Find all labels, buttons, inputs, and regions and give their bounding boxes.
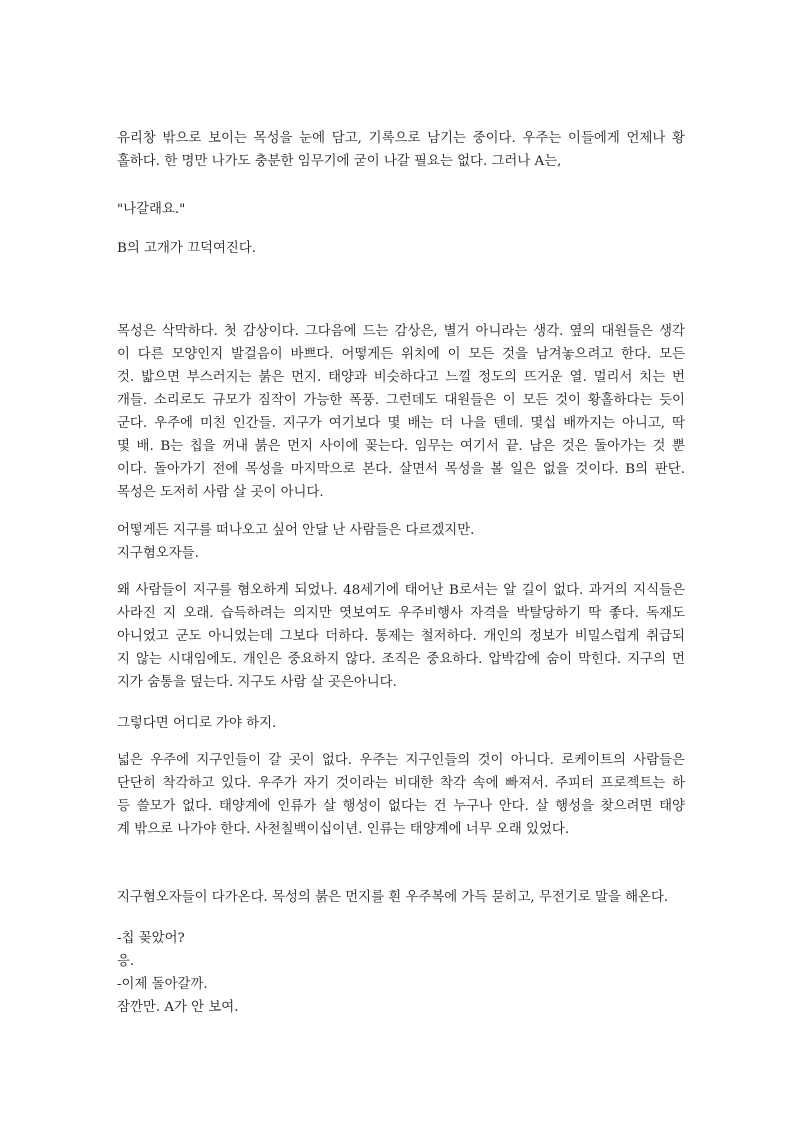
paragraph-nod xyxy=(117,237,685,260)
text-line: 군다. 우주에 미친 인간들. 지구가 여기보다 몇 배는 더 나을 텐데. 몇십 배까지는 아니고, 딱 xyxy=(117,416,685,431)
dialogue-line xyxy=(117,198,685,221)
paragraph-earth-haters xyxy=(117,519,685,565)
paragraph-approach xyxy=(117,886,685,909)
text-line: 목성은 도저히 사람 살 곳이 아니다. xyxy=(117,485,324,500)
paragraph-why-hate-earth xyxy=(117,579,685,694)
text-line: 어떻게든 지구를 떠나오고 싶어 안달 난 사람들은 다르겠지만. xyxy=(117,523,475,538)
text-line: B의 고개가 끄덕여진다. xyxy=(117,241,257,256)
text-line: 단단히 착각하고 있다. 우주가 자기 것이라는 비대한 착각 속에 빠져서. 주피터 프로젝트는 하 xyxy=(117,776,685,791)
text-line: 이다. 돌아가기 전에 목성을 마지막으로 본다. 살면서 목성을 볼 일은 없을 것이다. B의 판단. xyxy=(117,462,685,477)
text-line: 홀하다. 한 명만 나가도 충분한 임무기에 굳이 나갈 필요는 없다. 그러나 A는, xyxy=(117,154,562,169)
text-line: 지구혐오자들. xyxy=(117,546,199,561)
text-line: 것. 밟으면 부스러지는 붉은 먼지. 태양과 비슷하다고 느낄 정도의 뜨거운 열. 멀리서 치는 번 xyxy=(117,370,685,385)
text-line: 그렇다면 어디로 가야 하지. xyxy=(117,716,277,731)
text-line: -이제 돌아갈까. xyxy=(117,977,208,992)
paragraph-jupiter-impression xyxy=(117,320,685,504)
text-line: 잠깐만. A가 안 보여. xyxy=(117,1000,239,1015)
text-line: 아니었고 군도 아니었는데 그보다 더하다. 통제는 철저하다. 개인의 정보가 비밀스럽게 취급되 xyxy=(117,629,685,644)
text-line: 계 밖으로 나가야 한다. 사천칠백이십이년. 인류는 태양계에 너무 오래 있었다. xyxy=(117,822,570,837)
radio-dialogue xyxy=(117,927,685,1019)
paragraph-window-observation xyxy=(117,127,685,173)
text-line: 사라진 지 오래. 습득하려는 의지만 엿보여도 우주비행사 자격을 박탈당하기 딱 좋다. 독재도 xyxy=(117,606,685,621)
text-line: 지가 숨통을 덮는다. 지구도 사람 살 곳은아니다. xyxy=(117,675,397,690)
text-line: 넓은 우주에 지구인들이 갈 곳이 없다. 우주는 지구인들의 것이 아니다. 로케이트의 사람들은 xyxy=(117,753,685,768)
text-line: 목성은 삭막하다. 첫 감상이다. 그다음에 드는 감상은, 별거 아니라는 생각. 옆의 대원들은 생각 xyxy=(117,324,685,339)
text-line: -칩 꽂았어? xyxy=(117,931,185,946)
paragraph-where-to-go xyxy=(117,712,685,735)
text-line: 지 않는 시대임에도. 개인은 중요하지 않다. 조직은 중요하다. 압박감에 숨이 막힌다. 지구의 먼 xyxy=(117,652,685,667)
text-line: 왜 사람들이 지구를 혐오하게 되었나. 48세기에 태어난 B로서는 알 길이 없다. 과거의 지식들은 xyxy=(117,583,685,598)
text-line: 몇 배. B는 칩을 꺼내 붉은 먼지 사이에 꽂는다. 임무는 여기서 끝. 남은 것은 돌아가는 것 뿐 xyxy=(117,439,685,454)
text-line: "나갈래요." xyxy=(117,202,186,217)
text-line: 개들. 소리로도 규모가 짐작이 가능한 폭풍. 그런데도 대원들은 이 모든 것이 황홀하다는 듯이 xyxy=(117,393,685,408)
paragraph-wide-universe xyxy=(117,749,685,841)
text-line: 유리창 밖으로 보이는 목성을 눈에 담고, 기록으로 남기는 중이다. 우주는 이들에게 언제나 황 xyxy=(117,131,685,146)
text-line: 지구혐오자들이 다가온다. 목성의 붉은 먼지를 흰 우주복에 가득 묻히고, 무전기로 말을 해온다. xyxy=(117,890,669,905)
text-line: 응. xyxy=(117,954,135,969)
text-line: 등 쓸모가 없다. 태양계에 인류가 살 행성이 없다는 건 누구나 안다. 살 행성을 찾으려면 태양 xyxy=(117,799,685,814)
text-line: 이 다른 모양인지 발걸음이 바쁘다. 어떻게든 위치에 이 모든 것을 남겨놓으려고 한다. 모든 xyxy=(117,347,685,362)
